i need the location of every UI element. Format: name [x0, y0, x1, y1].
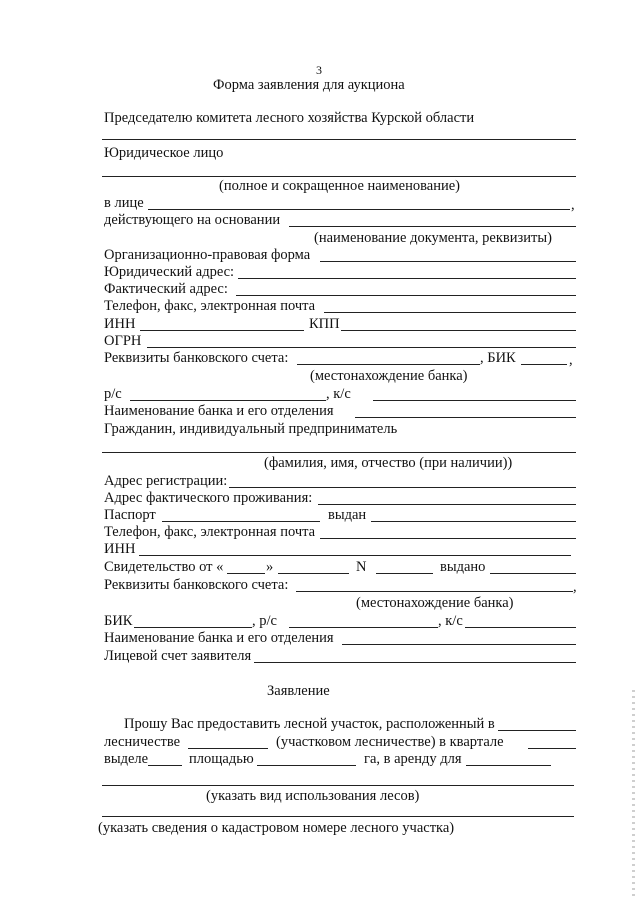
issued-label: выдан [328, 507, 367, 523]
area-label: площадью [189, 751, 254, 767]
individual-bank-name-line[interactable] [342, 644, 576, 645]
cadastre-hint: (указать сведения о кадастровом номере лесного участка) [98, 820, 455, 836]
kpp-line[interactable] [341, 330, 576, 331]
forestry-location-line[interactable] [498, 730, 576, 731]
ogrn-label: ОГРН [104, 333, 142, 349]
individual-fio-line[interactable] [102, 452, 576, 453]
certificate-number-line[interactable] [376, 573, 433, 574]
area-line[interactable] [257, 765, 356, 766]
rent-purpose-line[interactable] [466, 765, 551, 766]
issued-line[interactable] [371, 521, 576, 522]
ha-rent-label: га, в аренду для [364, 751, 462, 767]
individual-bank-location-hint: (местонахождение банка) [356, 595, 514, 611]
individual-rs-label: , р/с [252, 613, 277, 629]
statement-heading: Заявление [267, 683, 330, 699]
individual-bank-details-label: Реквизиты банковского счета: [104, 577, 289, 593]
personal-account-line[interactable] [254, 662, 576, 663]
inn-line[interactable] [140, 330, 304, 331]
name-hint: (полное и сокращенное наименование) [219, 178, 460, 194]
individual-rs-line[interactable] [289, 627, 438, 628]
bik-comma: , [569, 352, 573, 368]
ogrn-line[interactable] [147, 347, 576, 348]
acting-basis-label: действующего на основании [104, 212, 281, 228]
page-number: 3 [316, 63, 322, 77]
individual-ks-line[interactable] [465, 627, 576, 628]
forestry-line[interactable] [188, 748, 268, 749]
reg-address-label: Адрес регистрации: [104, 473, 228, 489]
section-line[interactable] [148, 765, 182, 766]
kpp-label: КПП [309, 316, 340, 332]
individual-bank-name-label: Наименование банка и его отделения [104, 630, 334, 646]
bank-name-label: Наименование банка и его отделения [104, 403, 334, 419]
legal-address-label: Юридический адрес: [104, 264, 235, 280]
quarter-line[interactable] [528, 748, 576, 749]
rs-line[interactable] [130, 400, 326, 401]
bank-details-label: Реквизиты банковского счета: [104, 350, 289, 366]
org-form-label: Организационно-правовая форма [104, 247, 311, 263]
scan-edge-mark [632, 690, 635, 900]
actual-address-line[interactable] [236, 295, 576, 296]
bank-name-line[interactable] [355, 417, 576, 418]
certificate-month-line[interactable] [278, 573, 349, 574]
individual-heading: Гражданин, индивидуальный предприниматель [104, 421, 398, 437]
acting-basis-line[interactable] [289, 226, 576, 227]
individual-contacts-line[interactable] [320, 538, 576, 539]
certificate-day-line[interactable] [227, 573, 265, 574]
in-person-line[interactable] [148, 209, 570, 210]
certificate-issued-line[interactable] [490, 573, 576, 574]
forestry-label: лесничестве [104, 734, 181, 750]
document-hint: (наименование документа, реквизиты) [314, 230, 552, 246]
individual-bank-details-line[interactable] [296, 591, 573, 592]
page-title: Форма заявления для аукциона [213, 77, 405, 93]
bank-location-hint: (местонахождение банка) [310, 368, 468, 384]
fio-hint: (фамилия, имя, отчество (при наличии)) [264, 455, 513, 471]
individual-bank-comma: , [573, 579, 577, 595]
passport-label: Паспорт [104, 507, 156, 523]
individual-ks-label: , к/с [438, 613, 463, 629]
org-form-line[interactable] [320, 261, 576, 262]
residence-address-line[interactable] [318, 504, 576, 505]
certificate-prefix: Свидетельство от « [104, 559, 224, 575]
ks-label: , к/с [326, 386, 351, 402]
individual-bik-label: БИК [104, 613, 133, 629]
in-person-comma: , [571, 197, 575, 213]
contacts-line[interactable] [324, 312, 576, 313]
individual-inn-line[interactable] [139, 555, 571, 556]
residence-address-label: Адрес фактического проживания: [104, 490, 313, 506]
individual-bik-line[interactable] [134, 627, 252, 628]
legal-entity-name-line[interactable] [102, 176, 576, 177]
passport-line[interactable] [162, 521, 320, 522]
section-label: выделе [104, 751, 149, 767]
cadastre-line[interactable] [102, 816, 574, 817]
ks-line[interactable] [373, 400, 576, 401]
rs-label: р/с [104, 386, 122, 402]
district-label: (участковом лесничестве) в квартале [276, 734, 504, 750]
addressee-line [102, 139, 576, 140]
in-person-label: в лице [104, 195, 144, 211]
use-hint: (указать вид использования лесов) [206, 788, 420, 804]
certificate-issued-label: выдано [440, 559, 486, 575]
actual-address-label: Фактический адрес: [104, 281, 228, 297]
inn-label: ИНН [104, 316, 136, 332]
bik-line[interactable] [521, 364, 567, 365]
legal-entity-heading: Юридическое лицо [104, 145, 224, 161]
statement-line1: Прошу Вас предоставить лесной участок, расположенный в [124, 716, 495, 732]
legal-address-line[interactable] [238, 278, 576, 279]
certificate-quote: » [266, 559, 274, 575]
addressee: Председателю комитета лесного хозяйства Курской области [104, 110, 475, 126]
bik-label: , БИК [480, 350, 516, 366]
contacts-label: Телефон, факс, электронная почта [104, 298, 316, 314]
forest-use-line[interactable] [102, 785, 574, 786]
individual-contacts-label: Телефон, факс, электронная почта [104, 524, 316, 540]
certificate-n-label: N [356, 559, 367, 575]
bank-details-line[interactable] [297, 364, 480, 365]
reg-address-line[interactable] [229, 487, 576, 488]
individual-inn-label: ИНН [104, 541, 136, 557]
personal-account-label: Лицевой счет заявителя [104, 648, 252, 664]
